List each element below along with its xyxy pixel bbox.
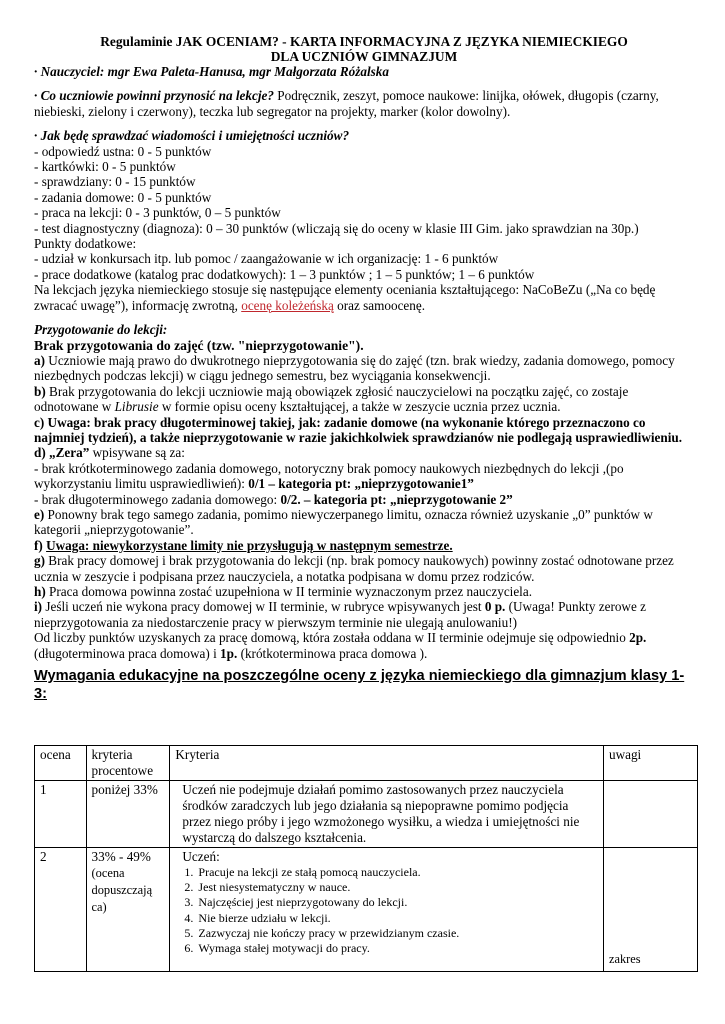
rule-b-text-end: w formie opisu oceny kształtującej, a także w zeszycie ucznia przez ucznia. (158, 399, 561, 415)
list-item: 4. Nie bierze udziału w lekcji. (196, 911, 598, 926)
requirements-title: Wymagania edukacyjne na poszczególne oceny z języka niemieckiego dla gimnazjum klasy 1-3: (34, 668, 685, 703)
final-rule (34, 630, 694, 661)
percent-note: (ocena dopuszczają ca) (91, 866, 153, 914)
list-item: 2. Jest niesystematyczny w nauce. (196, 880, 598, 895)
bring-answer: Podręcznik, zeszyt, pomoce naukowe: linijka, ołówek, długopis (czarny, niebieski, zielony i czerwony), teczka lub segregator na projekty, marker (kolor dowolny). (34, 88, 659, 119)
formative-text-end: oraz samoocenę. (333, 297, 426, 313)
percent-range: 33% - 49% (91, 849, 151, 864)
assessment-item: - kartkówki: 0 - 5 punktów (34, 159, 176, 175)
rule-e (34, 507, 694, 538)
rule-g-text: Brak pracy domowej i brak przygotowania do lekcji (np. brak pomocy naukowych) powinny zostać odnotowane przez ucznia w zeszycie i podpisana przez nauczyciela, a notatka podpisana w domu przez rodziców. (34, 553, 674, 584)
rule-d-item2 (34, 492, 694, 507)
list-item: 5. Zazwyczaj nie kończy pracy w przewidzianym czasie. (196, 926, 598, 941)
criteria-list (182, 865, 598, 956)
remarks-text: zakres (608, 952, 641, 967)
rule-f-text: Uwaga: niewykorzystane limity nie przysługują w następnym semestrze. (46, 537, 453, 553)
librus-name: Librusie (114, 399, 159, 415)
rule-d-text: wpisywane są za: (89, 445, 185, 461)
rule-i (34, 599, 694, 630)
percent-cell (86, 848, 170, 972)
rule-d-item1 (34, 461, 694, 492)
rule-h-text: Praca domowa powinna zostać uzupełniona w II terminie wyznaczonym przez nauczyciela. (45, 584, 532, 599)
peer-assessment-link[interactable]: ocenę koleżeńską (241, 297, 334, 313)
bring-question: · Co uczniowie powinni przynosić na lekcje? (34, 88, 274, 104)
rule-a-text: Uczniowie mają prawo do dwukrotnego nieprzygotowania się do zajęć (tzn. brak wiedzy, zadania domowego, pomocy niezbędnych podczas lekcji) w ciągu jednego semestru, bez wyciągania konsekwencji. (34, 352, 675, 384)
rule-b-text: Brak przygotowania do lekcji uczniowie mają obowiązek zgłosić nauczycielowi na początku zajęć, co zostaje odnotowane w (34, 383, 629, 415)
rule-d (34, 445, 694, 460)
rule-d-item2-category: 0/2. – kategoria pt: „nieprzygotowanie 2” (280, 491, 513, 507)
teacher-line: · Nauczyciel: mgr Ewa Paleta-Hanusa, mgr Małgorzata Różalska (34, 64, 389, 79)
formative-text: Na lekcjach języka niemieckiego stosuje się następujące elementy oceniania kształtującego: NaCoBeZu („Na co będę zwracać uwagę”), informację zwrotną, (34, 282, 656, 313)
preparation-heading: Przygotowanie do lekcji: (34, 322, 168, 338)
rule-i-label: i) (34, 599, 43, 615)
criteria-intro: Uczeń: (182, 849, 220, 864)
column-header-criteria: Kryteria (170, 746, 604, 781)
list-item: 1. Pracuje na lekcji ze stałą pomocą nauczyciela. (196, 865, 598, 880)
formative-paragraph (34, 282, 694, 313)
criteria-cell (170, 848, 604, 972)
assessment-item: - zadania domowe: 0 - 5 punktów (34, 189, 212, 205)
assessment-list (34, 144, 694, 283)
assessment-item: - test diagnostyczny (diagnoza): 0 – 30 punktów (wliczają się do oceny w klasie III Gim. jako sprawdzian na 30p.) (34, 220, 639, 236)
rule-b-label: b) (34, 383, 46, 399)
preparation-subheading: Brak przygotowania do zajęć (tzw. "nieprzygotowanie"). (34, 337, 364, 353)
rule-g-label: g) (34, 553, 45, 569)
remarks-cell (603, 781, 697, 848)
column-header-remarks: uwagi (603, 746, 697, 781)
list-item: 6. Wymaga stałej motywacji do pracy. (196, 941, 598, 956)
rule-g (34, 553, 694, 584)
remarks-cell (603, 848, 697, 972)
rule-a (34, 353, 694, 384)
table-header-row (35, 746, 698, 781)
assessment-item: Punkty dodatkowe: (34, 236, 137, 252)
final-text-mid: (długoterminowa praca domowa) i (34, 645, 221, 661)
document-title-line2: DLA UCZNIÓW GIMNAZJUM (270, 49, 458, 64)
document-title-line1: Regulaminie JAK OCENIAM? - KARTA INFORMACYJNA Z JĘZYKA NIEMIECKIEGO (100, 34, 628, 49)
final-text-end: (krótkoterminowa praca domowa ). (237, 645, 428, 661)
assessment-item: - odpowiedź ustna: 0 - 5 punktów (34, 143, 212, 159)
rule-b (34, 384, 694, 415)
assessment-item: - sprawdziany: 0 - 15 punktów (34, 174, 196, 190)
rule-h (34, 584, 694, 599)
rule-i-text: Jeśli uczeń nie wykona pracy domowej w II terminie, w rubryce wpisywanych jest (42, 599, 485, 615)
rule-d-label: d) „Zera” (34, 445, 90, 461)
rule-e-text: Ponowny brak tego samego zadania, pomimo niewyczerpanego limitu, oznacza również uzyskanie „0” punktów w kategorii „nieprzygotowanie”. (34, 506, 653, 538)
assessment-question: · Jak będę sprawdzać wiadomości i umiejętności uczniów? (34, 128, 350, 144)
rule-f (34, 538, 694, 553)
assessment-item: - praca na lekcji: 0 - 3 punktów, 0 – 5 punktów (34, 205, 281, 221)
rule-d-item2-text: - brak długoterminowego zadania domowego: (34, 491, 281, 507)
table-row (35, 781, 698, 848)
rule-i-text-end: (Uwaga! Punkty zerowe z nieprzygotowania za niedostarczenie pracy w pierwszym terminie nie ulegają anulowaniu!) (34, 599, 646, 630)
bring-paragraph (34, 88, 694, 119)
final-points-long: 2p. (629, 630, 647, 646)
percent-cell: poniżej 33% (86, 781, 170, 848)
rule-c: c) Uwaga: brak pracy długoterminowej takiej, jak: zadanie domowe (na wykonanie którego przeznaczono co najmniej tydzień), a także nieprzygotowanie w razie jakichkolwiek sprawdzianów nie podlegają usprawiedliwieniu. (34, 414, 683, 445)
final-points-short: 1p. (220, 645, 238, 661)
rule-d-item1-text: - brak krótkoterminowego zadania domowego, notoryczny brak pomocy naukowych niezbędnych do lekcji ,(po wykorzystaniu limitu usprawiedliwień): (34, 460, 624, 492)
assessment-item: - udział w konkursach itp. lub pomoc / zaangażowanie w ich organizację: 1 - 6 punktów (34, 251, 499, 267)
rule-f-label: f) (34, 537, 43, 553)
rule-h-label: h) (34, 584, 46, 599)
column-header-percent: kryteria procentowe (86, 746, 170, 781)
rule-e-label: e) (34, 506, 45, 522)
grade-cell: 2 (35, 848, 87, 972)
rule-d-item1-category: 0/1 – kategoria pt: „nieprzygotowanie1” (248, 476, 474, 492)
assessment-item: - prace dodatkowe (katalog prac dodatkowych): 1 – 3 punktów ; 1 – 5 punktów; 1 – 6 punktów (34, 266, 535, 282)
list-item: 3. Najczęściej jest nieprzygotowany do lekcji. (196, 895, 598, 910)
rule-a-label: a) (34, 352, 45, 368)
requirements-table (34, 745, 698, 972)
rule-i-points: 0 p. (484, 599, 506, 615)
criteria-cell: Uczeń nie podejmuje działań pomimo zastosowanych przez nauczyciela środków zaradczych lub jego działania są niepoprawne pomimo podjęcia przez niego próby i jego wzmożonego wysiłku, a wiedza i umiejętności nie wystarczą do dalszego kształcenia. (170, 781, 604, 848)
final-text: Od liczby punktów uzyskanych za pracę domową, która została oddana w II terminie odejmuje się odpowiednio (34, 630, 630, 646)
grade-cell: 1 (35, 781, 87, 848)
column-header-grade: ocena (35, 746, 87, 781)
document-page (34, 34, 694, 703)
table-row (35, 848, 698, 972)
